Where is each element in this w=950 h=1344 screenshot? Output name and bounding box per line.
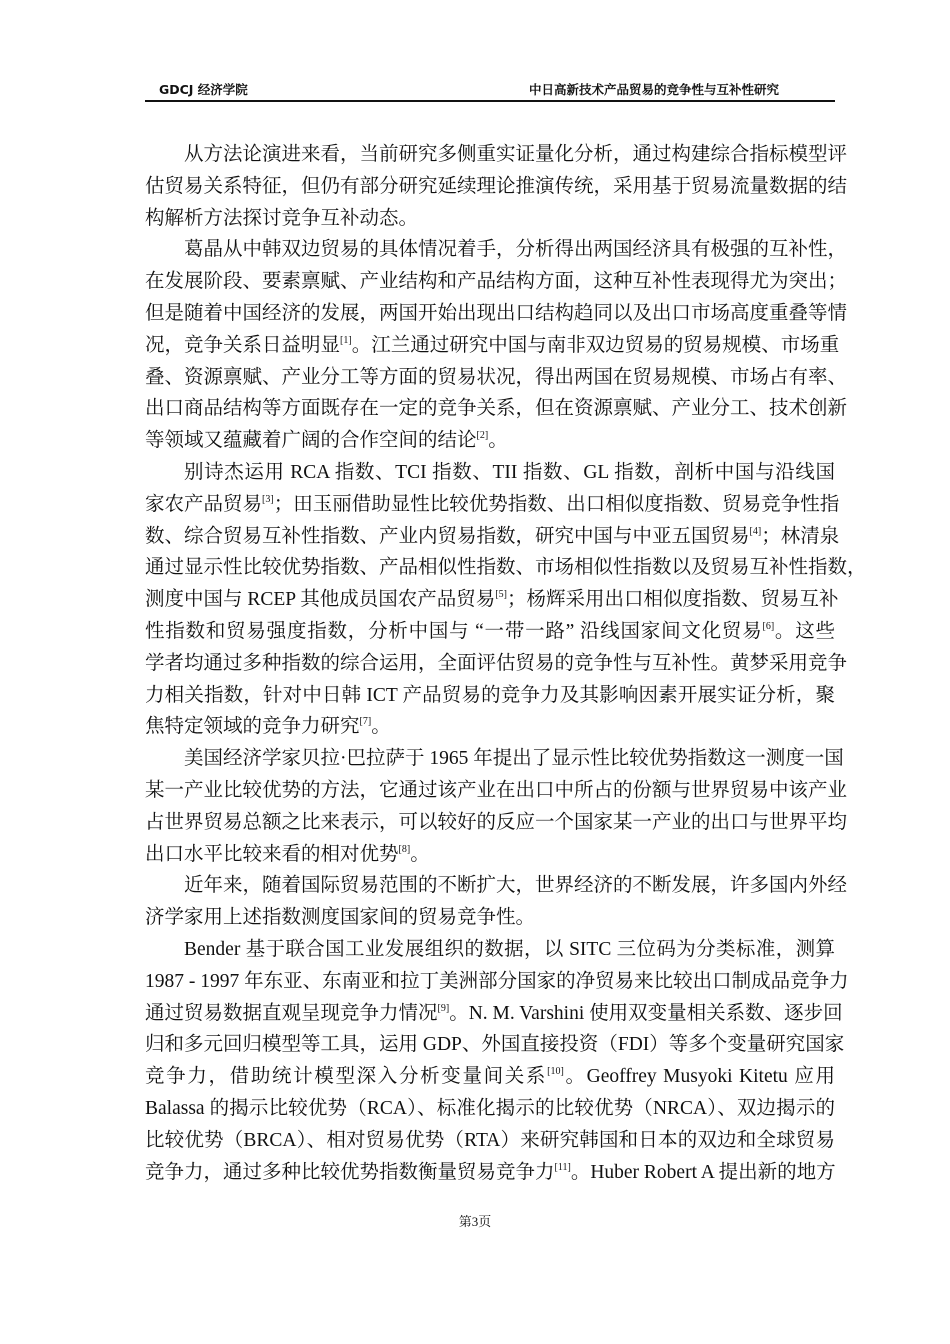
text-run: Balassa 的揭示比较优势（RCA）、标准化揭示的比较优势（NRCA）、双边揭示的 [145,1097,835,1119]
text-run: 构解析方法探讨竞争互补动态。 [145,207,419,229]
text-line [145,203,835,235]
citation-ref: [3] [262,493,274,505]
text-run: 出口水平比较来看的相对优势 [145,843,399,865]
text-run: 但是随着中国经济的发展，两国开始出现出口结构趋同以及出口市场高度重叠等情 [145,302,848,324]
text-line [145,171,848,203]
header-institution: GDCJ 经济学院 [159,82,248,97]
text-run: 况，竞争关系日益明显 [145,334,341,356]
text-line [145,839,835,871]
text-run: 通过显示性比较优势指数、产品相似性指数、市场相似性指数以及贸易互补性指数， [145,557,867,579]
text-run: 家农产品贸易 [145,493,263,515]
text-line [145,139,848,171]
text-run: 测度中国与 RCEP 其他成员国农产品贸易 [145,589,496,611]
text-run: 比较优势（BRCA）、相对贸易优势（RTA）来研究韩国和日本的双边和全球贸易 [145,1129,835,1151]
text-run: 学者均通过多种指数的综合运用，全面评估贸易的竞争性与互补性。黄梦采用竞争 [145,652,848,674]
citation-ref: [9] [437,1002,450,1014]
text-line [145,234,848,266]
text-line [145,584,839,616]
text-run: 。 [488,430,508,452]
text-run: 。N. M. Varshini 使用双变量相关系数、逐步回 [449,1002,843,1024]
text-line [145,457,835,489]
text-run: 近年来，随着国际贸易范围的不断扩大，世界经济的不断发展，许多国内外经 [184,875,848,897]
text-line [145,966,849,998]
text-line [145,393,848,425]
text-line [145,1093,835,1125]
text-run: 焦特定领域的竞争力研究 [145,716,360,738]
text-line [145,298,848,330]
text-line [145,1157,835,1189]
text-line [145,552,867,584]
text-line [145,648,848,680]
page-number: 第3页 [458,1214,492,1229]
document-body [145,139,867,1188]
text-line [145,1125,835,1157]
text-run: ；田玉丽借助显性比较优势指数、出口相似度指数、贸易竞争性指 [273,493,840,515]
text-run: 。这些 [774,620,835,642]
text-run: 叠、资源禀赋、产业分工等方面的贸易状况，得出两国在贸易规模、市场占有率、 [145,366,848,388]
text-line [145,870,848,902]
text-run: 别诗杰运用 RCA 指数、TCI 指数、TII 指数、GL 指数，剖析中国与沿线国 [184,461,835,483]
text-line [145,934,835,966]
text-run: 数、综合贸易互补性指数、产业内贸易指数，研究中国与中亚五国贸易 [145,525,750,547]
text-line [145,902,835,934]
text-run: 。江兰通过研究中国与南非双边贸易的贸易规模、市场重 [351,334,840,356]
paragraph [145,139,848,234]
page-header [145,78,835,102]
citation-ref: [5] [495,589,507,601]
citation-ref: [4] [749,525,762,537]
text-line [145,775,848,807]
text-run: 从方法论演进来看，当前研究多侧重实证量化分析，通过构建综合指标模型评 [184,144,848,165]
text-line [145,711,835,743]
citation-ref: [6] [762,620,775,632]
text-run: 1987 - 1997 年东亚、东南亚和拉丁美洲部分国家的净贸易来比较出口制成品竞争力 [145,970,849,992]
paragraph [145,934,849,1188]
text-run: 美国经济学家贝拉·巴拉萨于 1965 年提出了显示性比较优势指数这一测度一国 [184,748,844,770]
text-run: 某一产业比较优势的方法，它通过该产业在出口中所占的份额与世界贸易中该产业 [145,779,848,801]
text-run: 占世界贸易总额之比来表示，可以较好的反应一个国家某一产业的出口与世界平均 [145,811,848,833]
text-run: 。Geoffrey Musyoki Kitetu 应用 [563,1066,835,1088]
citation-ref: [2] [476,430,489,442]
text-line [145,680,835,712]
citation-ref: [8] [398,843,411,855]
text-line [145,425,835,457]
text-run: 等领域又蕴藏着广阔的合作空间的结论 [145,430,477,452]
paragraph [145,234,848,457]
text-line [145,266,848,298]
text-run: 在发展阶段、要素禀赋、产业结构和产品结构方面，这种互补性表现得尤为突出； [145,271,848,293]
text-run: 归和多元回归模型等工具，运用 GDP、外国直接投资（FDI）等多个变量研究国家 [145,1034,845,1056]
text-run: 。Huber Robert A 提出新的地方 [570,1161,836,1183]
paragraph [145,743,848,870]
text-line [145,807,848,839]
citation-ref: [10] [547,1066,564,1078]
text-run: ；杨辉采用出口相似度指数、贸易互补 [506,589,839,611]
text-line [145,362,848,394]
text-line [145,1061,835,1093]
text-line [145,1029,845,1061]
text-line [145,330,840,362]
text-run: 竞争力，借助统计模型深入分析变量间关系 [145,1066,548,1088]
text-line [145,616,835,648]
text-run: 力相关指数，针对中日韩 ICT 产品贸易的竞争力及其影响因素开展实证分析，聚 [145,684,835,706]
header-title: 中日高新技术产品贸易的竞争性与互补性研究 [528,82,779,97]
paragraph [145,457,867,743]
text-run: 性指数和贸易强度指数，分析中国与 “一带一路” 沿线国家间文化贸易 [145,620,763,642]
text-run: 估贸易关系特征，但仍有部分研究延续理论推演传统，采用基于贸易流量数据的结 [145,175,848,197]
text-line [145,521,840,553]
text-run: 。 [410,843,430,865]
text-line [145,743,844,775]
text-run: 。 [371,716,391,738]
citation-ref: [7] [359,716,372,728]
paragraph [145,870,848,934]
citation-ref: [11] [554,1161,571,1173]
text-run: 葛晶从中韩双边贸易的具体情况着手，分析得出两国经济具有极强的互补性， [184,239,848,261]
text-run: Bender 基于联合国工业发展组织的数据，以 SITC 三位码为分类标准，测算 [184,938,835,960]
citation-ref: [1] [340,334,352,346]
text-run: 济学家用上述指数测度国家间的贸易竞争性。 [145,907,536,929]
text-line [145,998,843,1030]
text-run: 竞争力，通过多种比较优势指数衡量贸易竞争力 [145,1161,555,1183]
text-line [145,489,840,521]
text-run: ；林清泉 [761,525,840,547]
text-run: 通过贸易数据直观呈现竞争力情况 [145,1002,438,1024]
text-run: 出口商品结构等方面既存在一定的竞争关系，但在资源禀赋、产业分工、技术创新 [145,398,848,420]
